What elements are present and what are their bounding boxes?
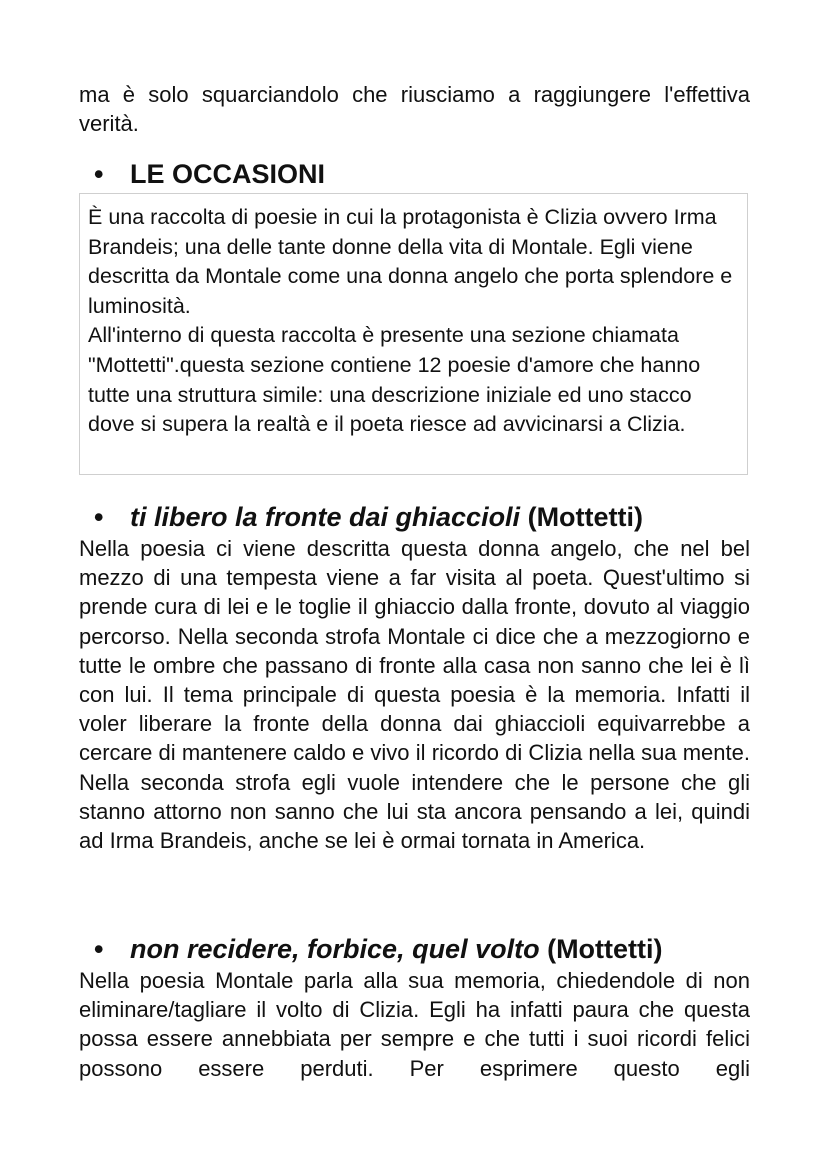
poem-collection: (Mottetti): [520, 502, 644, 532]
poem-title: non recidere, forbice, quel volto: [130, 934, 540, 964]
bullet-icon: •: [94, 502, 104, 532]
forbice-paragraph: Nella poesia Montale parla alla sua memoria, chiedendole di non eliminare/tagliare il volto di Clizia. Egli ha infatti paura che questa possa essere annebbiata per sempre e che tutti i suoi ricordi felici possono essere perduti. Per esprimere questo egli: [79, 968, 750, 1081]
intro-paragraph: ma è solo squarciandolo che riusciamo a raggiungere l'effettiva verità.: [79, 82, 750, 137]
poem-collection: (Mottetti): [539, 934, 663, 964]
occasioni-description: [88, 203, 738, 440]
bullet-icon: •: [94, 934, 104, 964]
ghiaccioli-paragraph: Nella poesia ci viene descritta questa donna angelo, che nel bel mezzo di una tempesta viene a far visita al poeta. Quest'ultimo si prende cura di lei e le toglie il ghiaccio dalla fronte, dovuto al viaggio percorso. Nella seconda strofa Montale ci dice che a mezzogiorno e tutte le ombre che passano di fronte alla casa non sanno che lei è lì con lui. Il tema principale di questa poesia è la memoria. Infatti il voler liberare la fronte della donna dai ghiaccioli equivarrebbe a cercare di mantenere caldo e vivo il ricordo di Clizia nella sua mente. Nella seconda strofa egli vuole intendere che le persone che gli stanno attorno non sanno che lui sta ancora pensando a lei, quindi ad Irma Brandeis, anche se lei è ormai tornata in America.: [79, 536, 750, 854]
heading-ghiaccioli: [94, 500, 643, 534]
bullet-icon: •: [94, 159, 104, 189]
poem-title: ti libero la fronte dai ghiaccioli: [130, 502, 521, 532]
heading-forbice: [94, 932, 663, 966]
heading-le-occasioni: [94, 157, 325, 191]
occasioni-text-box: [79, 193, 748, 475]
heading-text: LE OCCASIONI: [130, 159, 326, 189]
occasioni-paragraph-1: È una raccolta di poesie in cui la protagonista è Clizia ovvero Irma Brandeis; una delle tante donne della vita di Montale. Egli viene descritta da Montale come una donna angelo che porta splendore e luminosità.: [88, 205, 733, 318]
occasioni-paragraph-2: All'interno di questa raccolta è presente una sezione chiamata "Mottetti".questa sezione contiene 12 poesie d'amore che hanno tutte una struttura simile: una descrizione iniziale ed uno stacco dove si supera la realtà e il poeta riesce ad avvicinarsi a Clizia.: [88, 323, 701, 437]
